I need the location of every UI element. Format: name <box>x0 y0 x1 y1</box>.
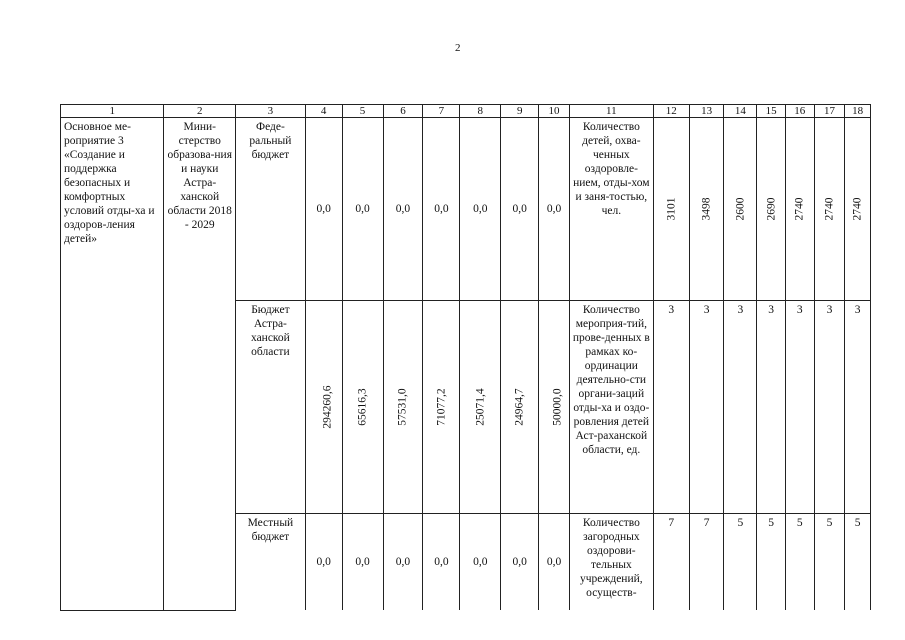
value-text: 24964,7 <box>513 388 526 426</box>
header-cell: 7 <box>423 105 460 118</box>
value-text: 71077,2 <box>436 388 449 426</box>
activity-cell: Основное ме-роприятие 3 «Создание и поддержка безопасных и комфортных условий отды-ха и оздоров-ления детей» <box>61 118 164 611</box>
target-value: 2740 <box>793 197 806 221</box>
value-cell: 0,0 <box>501 514 539 611</box>
value-cell: 0,0 <box>539 118 570 301</box>
header-cell: 6 <box>383 105 423 118</box>
value-cell: 0,0 <box>342 118 383 301</box>
header-cell: 10 <box>539 105 570 118</box>
value-text: 294260,6 <box>321 385 334 429</box>
value-cell: 0,0 <box>342 514 383 611</box>
value-cell: 0,0 <box>423 514 460 611</box>
table-row <box>61 118 871 301</box>
header-cell: 12 <box>653 105 689 118</box>
target-value: 2740 <box>823 197 836 221</box>
source-cell: Бюджет Астра-ханской области <box>236 301 306 514</box>
value-cell: 0,0 <box>305 514 342 611</box>
header-row <box>61 105 871 118</box>
value-cell <box>342 301 383 514</box>
value-text: 50000,0 <box>551 388 564 426</box>
value-cell <box>423 301 460 514</box>
target-cell: 3 <box>785 301 814 514</box>
target-cell: 5 <box>785 514 814 611</box>
header-cell: 15 <box>757 105 786 118</box>
value-text: 25071,4 <box>474 388 487 426</box>
value-text: 65616,3 <box>356 388 369 426</box>
value-cell: 0,0 <box>383 514 423 611</box>
value-cell: 0,0 <box>423 118 460 301</box>
source-cell: Местный бюджет <box>236 514 306 611</box>
value-cell: 0,0 <box>460 514 501 611</box>
program-table <box>60 104 871 611</box>
page-number: 2 <box>455 42 461 54</box>
header-cell: 3 <box>236 105 306 118</box>
header-cell: 16 <box>785 105 814 118</box>
value-cell <box>460 301 501 514</box>
target-value: 3101 <box>665 197 678 221</box>
target-cell: 5 <box>814 514 845 611</box>
value-cell <box>501 301 539 514</box>
target-cell <box>724 118 757 301</box>
header-cell: 17 <box>814 105 845 118</box>
executor-cell: Мини-стерство образова-ния и науки Астра-ханской области 2018 - 2029 <box>164 118 236 611</box>
value-cell: 0,0 <box>539 514 570 611</box>
target-cell: 3 <box>653 301 689 514</box>
target-value: 3498 <box>700 197 713 221</box>
value-cell: 0,0 <box>383 118 423 301</box>
target-cell <box>757 118 786 301</box>
target-cell: 7 <box>653 514 689 611</box>
target-cell <box>689 118 724 301</box>
header-cell: 4 <box>305 105 342 118</box>
target-cell: 3 <box>757 301 786 514</box>
target-cell <box>845 118 871 301</box>
header-cell: 11 <box>569 105 653 118</box>
header-cell: 18 <box>845 105 871 118</box>
target-cell: 3 <box>689 301 724 514</box>
target-value: 2740 <box>851 197 864 221</box>
target-cell: 5 <box>724 514 757 611</box>
target-cell: 5 <box>845 514 871 611</box>
value-cell: 0,0 <box>501 118 539 301</box>
target-cell <box>785 118 814 301</box>
value-cell: 0,0 <box>460 118 501 301</box>
target-value: 2600 <box>734 197 747 221</box>
value-cell <box>383 301 423 514</box>
target-cell: 3 <box>845 301 871 514</box>
header-cell: 9 <box>501 105 539 118</box>
target-cell: 3 <box>814 301 845 514</box>
target-cell: 7 <box>689 514 724 611</box>
indicator-cell: Количество детей, охва-ченных оздоровле-нием, отды-хом и заня-тостью, чел. <box>569 118 653 301</box>
header-cell: 5 <box>342 105 383 118</box>
value-cell: 0,0 <box>305 118 342 301</box>
header-cell: 13 <box>689 105 724 118</box>
indicator-cell: Количество мероприя-тий, прове-денных в рамках ко-ординации деятельно-сти органи-заций отды-ха и оздо-ровления детей Аст-раханской области, ед. <box>569 301 653 514</box>
indicator-cell: Количество загородных оздорови-тельных учреждений, осуществ- <box>569 514 653 611</box>
target-cell: 5 <box>757 514 786 611</box>
header-cell: 1 <box>61 105 164 118</box>
value-cell <box>539 301 570 514</box>
header-cell: 2 <box>164 105 236 118</box>
source-cell: Феде-ральный бюджет <box>236 118 306 301</box>
target-cell: 3 <box>724 301 757 514</box>
header-cell: 14 <box>724 105 757 118</box>
header-cell: 8 <box>460 105 501 118</box>
target-value: 2690 <box>765 197 778 221</box>
target-cell <box>653 118 689 301</box>
target-cell <box>814 118 845 301</box>
value-cell <box>305 301 342 514</box>
value-text: 57531,0 <box>396 388 409 426</box>
